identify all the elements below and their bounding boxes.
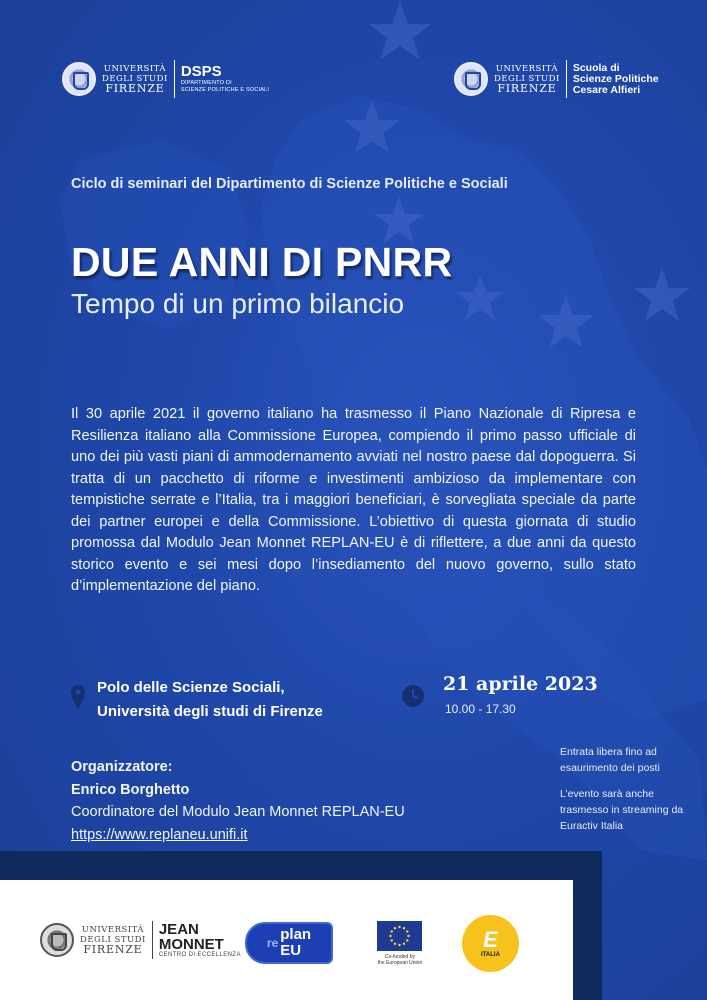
free-entry-note: Entrata libera fino ad esaurimento dei posti xyxy=(560,746,660,774)
university-seal-icon xyxy=(62,62,96,96)
unifi-wordmark: UNIVERSITÀ DEGLI STUDI FIRENZE xyxy=(102,64,168,95)
location-line-1: Polo delle Scienze Sociali, xyxy=(97,679,285,696)
university-seal-icon xyxy=(40,923,74,957)
location-line-2: Università degli studi di Firenze xyxy=(97,703,323,720)
scuola-wordmark: Scuola di Scienze Politiche Cesare Alfieri xyxy=(572,61,659,96)
unifi-jean-monnet-logo xyxy=(40,921,241,959)
organizer-label: Organizzatore: xyxy=(71,759,173,775)
dsps-wordmark: DSPS DIPARTIMENTO DI SCIENZE POLITICHE E SOCIALI xyxy=(180,63,270,93)
event-time: 10.00 - 17.30 xyxy=(445,702,516,716)
replan-eu-logo: re plan EU xyxy=(245,922,333,964)
organizer-website-link[interactable]: https://www.replaneu.unifi.it xyxy=(71,826,248,843)
clock-icon xyxy=(402,685,424,707)
unifi-wordmark: UNIVERSITÀ DEGLI STUDI FIRENZE xyxy=(80,925,146,956)
euractiv-e-icon: E xyxy=(483,927,498,952)
streaming-note: L’evento sarà anche trasmesso in streaming da Euractiv Italia xyxy=(560,788,684,832)
event-location xyxy=(97,676,323,724)
eu-flag-icon xyxy=(377,921,422,951)
description-paragraph: Il 30 aprile 2021 il governo italiano ha trasmesso il Piano Nazionale di Ripresa e Resilienza italiano alla Commissione Europea, compiendo il primo passo ufficiale di uno dei più vasti piani di ammodernamento avviati nel nostro paese dal dopoguerra. Si tratta di un pacchetto di riforme e investimenti ambizioso da implementare con tempistiche serrate e l’Italia, tra i maggiori beneficiari, è sorvegliata speciale da parte dei partner europei e della Commissione. L’obiettivo di questa giornata di studio promossa dal Modulo Jean Monnet REPLAN-EU è di riflettere, a due anni da questo storico evento e sei mesi dopo l’insediamento del nuovo governo, sullo stato d’implementazione del piano. xyxy=(71,406,636,594)
university-seal-icon xyxy=(454,62,488,96)
jean-monnet-wordmark: JEAN MONNET CENTRO DI ECCELLENZA xyxy=(158,921,241,958)
eu-cofunded-caption: Co-funded by the European Union xyxy=(377,954,423,966)
logo-divider xyxy=(174,60,175,98)
organizer-block xyxy=(71,756,405,846)
page-subtitle: Tempo di un primo bilancio xyxy=(71,288,405,319)
unifi-dsps-logo xyxy=(62,57,269,101)
organizer-role: Coordinatore del Modulo Jean Monnet REPLAN-EU xyxy=(71,804,405,820)
location-pin-icon xyxy=(71,685,85,709)
euractiv-italia-logo: E ITALIA xyxy=(462,915,519,972)
seminar-series-label: Ciclo di seminari del Dipartimento di Scienze Politiche e Sociali xyxy=(71,176,508,192)
page-title: DUE ANNI DI PNRR xyxy=(71,239,453,285)
logo-divider xyxy=(152,921,153,959)
organizer-name: Enrico Borghetto xyxy=(71,781,190,798)
event-date: 21 aprile 2023 xyxy=(443,673,598,695)
unifi-wordmark: UNIVERSITÀ DEGLI STUDI FIRENZE xyxy=(494,64,560,95)
event-notes xyxy=(560,744,690,834)
unifi-scuola-logo xyxy=(454,57,659,101)
logo-divider xyxy=(566,60,567,98)
